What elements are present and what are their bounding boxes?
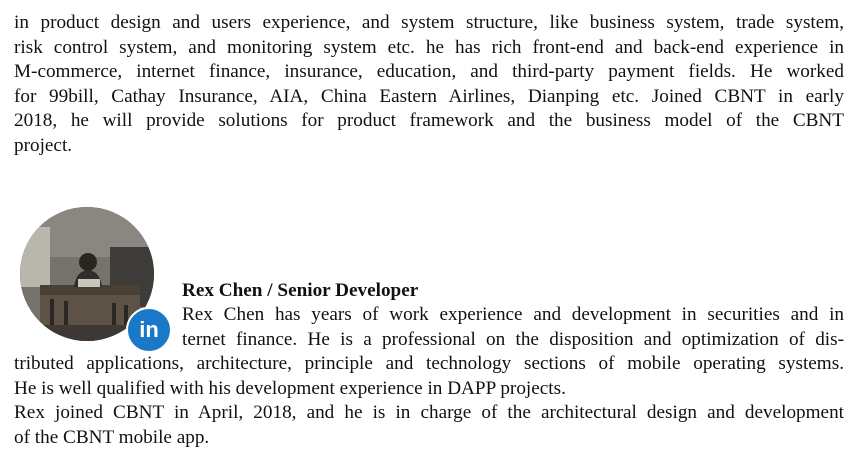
bio-line: of the CBNT mobile app. (14, 426, 210, 448)
paragraph-line: project. (14, 134, 73, 156)
bio-line: Rex Chen has years of work experience and development in securities and in (182, 304, 844, 325)
bio-line: tributed applications, architecture, principle and technology sections of mobile operating systems. (14, 353, 844, 374)
intro-paragraph (14, 11, 844, 158)
bio-line: Rex joined CBNT in April, 2018, and he is in charge of the architectural design and development (14, 402, 844, 423)
linkedin-icon[interactable]: in (126, 307, 172, 353)
paragraph-line: for 99bill, Cathay Insurance, AIA, China Eastern Airlines, Dianping etc. Joined CBNT in early (14, 85, 844, 107)
profile-name-title: Rex Chen / Senior Developer (182, 280, 419, 301)
paragraph-line: M-commerce, internet finance, insurance, education, and third-party payment fields. He worked (14, 61, 844, 82)
paragraph-line: in product design and users experience, and system structure, like business system, trade system, (14, 12, 844, 33)
paragraph-line: risk control system, and monitoring system etc. he has rich front-end and back-end experience in (14, 36, 844, 58)
bio-line: He is well qualified with his development experience in DAPP projects. (14, 377, 566, 399)
bio-line: ternet finance. He is a professional on the disposition and optimization of dis- (182, 328, 844, 350)
profile-bio (14, 352, 844, 450)
profile-avatar-group (20, 207, 159, 342)
profile-bio-wrapped (182, 303, 844, 352)
paragraph-line: 2018, he will provide solutions for product framework and the business model of the CBNT (14, 110, 844, 131)
